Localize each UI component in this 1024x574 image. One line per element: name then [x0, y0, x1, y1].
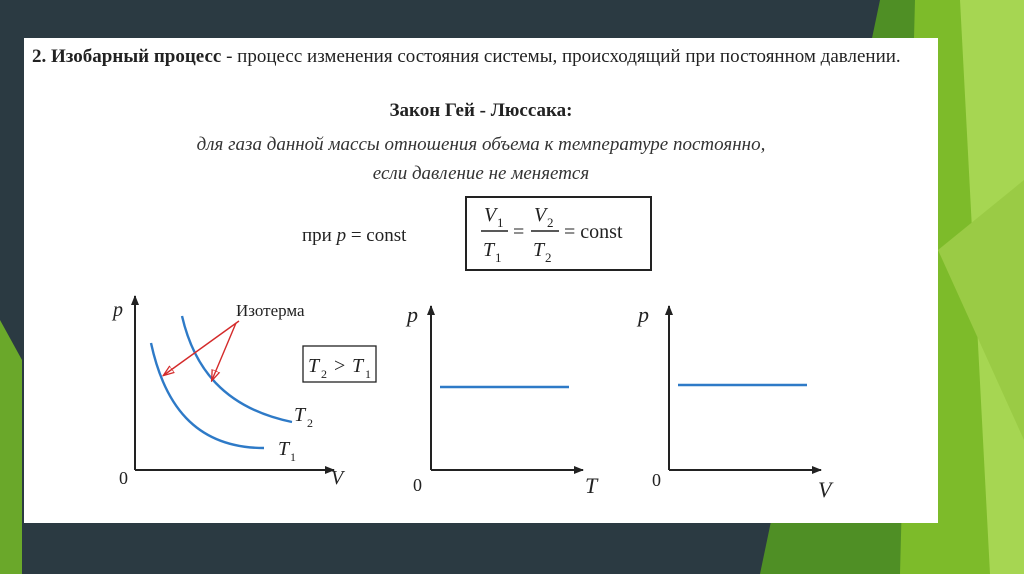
condition-word: при: [302, 225, 332, 246]
formula-equals-1: =: [513, 221, 525, 243]
law-line-2: если давление не меняется: [372, 163, 590, 184]
formula-t1: T: [483, 239, 495, 261]
formula-v1: V: [484, 204, 497, 226]
isotherm-t2-sub: 2: [307, 416, 313, 430]
heading-title: 2. Изобарный процесс: [32, 46, 222, 67]
relation-operator: >: [334, 355, 346, 377]
graph2-y-label: p: [407, 302, 418, 327]
gay-lussac-formula: [481, 204, 623, 265]
graph-isotherms: [111, 296, 376, 489]
condition-variable: p: [336, 225, 347, 246]
slide-content: [24, 38, 938, 523]
formula-v1-sub: 1: [497, 215, 504, 230]
graph-isobar-pt: [405, 302, 599, 498]
graph1-origin: 0: [119, 468, 128, 488]
relation-left: T: [308, 355, 320, 377]
condition-equals: = const: [346, 225, 407, 246]
graph1-x-label: V: [331, 467, 344, 489]
isotherm-annotation: Изотерма: [236, 301, 305, 320]
relation-right: T: [352, 355, 364, 377]
law-line-1: для газа данной массы отношения объема к температуре постоянно,: [196, 134, 766, 155]
formula-t1-sub: 1: [495, 250, 502, 265]
isotherm-t2-curve: [182, 316, 292, 422]
isotherm-t1-curve: [151, 343, 264, 448]
isotherm-t1-sub: 1: [290, 450, 296, 464]
annotation-arrow-lower: [164, 321, 239, 375]
graph3-y-label: p: [638, 302, 649, 327]
formula-t2: T: [533, 239, 545, 261]
formula-equals-const: = const: [564, 221, 623, 243]
graph-isobar-pv: [636, 302, 834, 502]
isotherm-t2-label: T: [294, 404, 306, 426]
relation-left-sub: 2: [321, 367, 327, 381]
graph1-y-label: p: [113, 299, 123, 321]
graph2-origin: 0: [413, 475, 422, 495]
graph3-origin: 0: [652, 470, 661, 490]
relation-right-sub: 1: [365, 367, 371, 381]
law-title: Закон Гей - Люссака:: [389, 100, 573, 121]
heading-definition: - процесс изменения состояния системы, происходящий при постоянном давлении.: [221, 46, 901, 67]
formula-t2-sub: 2: [545, 250, 552, 265]
graph2-x-label: T: [585, 473, 598, 498]
formula-v2-sub: 2: [547, 215, 554, 230]
graph3-x-label: V: [818, 477, 832, 502]
isotherm-t1-label: T: [278, 438, 290, 460]
formula-v2: V: [534, 204, 547, 226]
diagram-layer: [24, 38, 938, 523]
